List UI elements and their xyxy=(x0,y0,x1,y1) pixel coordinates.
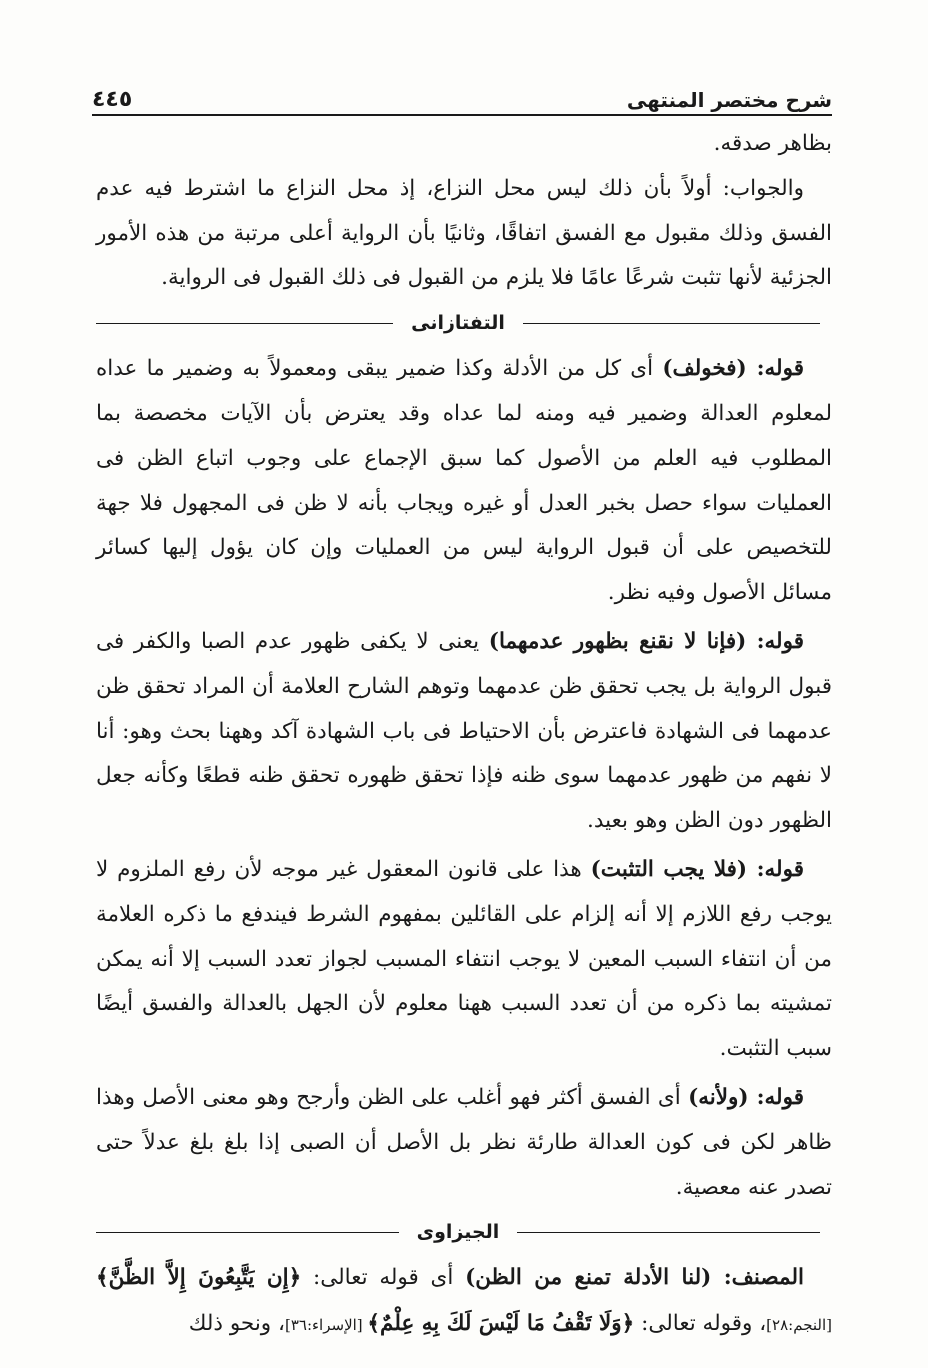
intro-answer: والجواب: أولاً بأن ذلك ليس محل النزاع، إذ محل النزاع ما اشترط فيه عدم الفسق وذلك مقبول مع الفسق اتفاقًا، وثانيًا بأن الرواية أعلى مرتبة من هذه الأمور الجزئية لأنها تثبت شرعًا عامًا فلا يلزم من القبول فى ذلك القبول فى الرواية. xyxy=(96,175,832,291)
page-number: ٤٤٥ xyxy=(92,87,133,112)
heading-rule-right xyxy=(523,323,820,324)
heading-rule-right xyxy=(517,1232,820,1233)
verse-reference: [الإسراء:٣٦] xyxy=(284,1316,368,1335)
commentary-paragraph xyxy=(96,1076,832,1210)
heading-rule-left xyxy=(96,1232,399,1233)
paragraph-text: ، ونحو ذلك xyxy=(188,1311,285,1337)
paragraph-text: أى قوله تعالى: xyxy=(301,1265,466,1291)
paragraph-text: أى كل من الأدلة وكذا ضمير يبقى ومعمولاً به وضمير ما عداه لمعلوم العدالة وضمير فيه ومنه لما عداه وقد يعترض بأن الآيات مخصصة بما المطلوب فيه العلم من الأصول كما سبق الإجماع على وجوب اتباع الظن فى العمليات سواء حصل بخبر العدل أو غيره ويجاب بأنه لا ظن فى المجهول فلا جهة للتخصيص على أن قبول الرواية ليس من العمليات وإن كان يؤول إليها كسائر مسائل الأصول وفيه نظر. xyxy=(96,356,832,606)
jizawi-paragraph xyxy=(96,1256,832,1348)
paragraph-text: أى الفسق أكثر فهو أغلب على الظن وأرجح وهو معنى الأصل وهذا ظاهر لكن فى كون العدالة طارئة نظر بل الأصل أن الصبى إذا بلغ بلغ عدلاً حتى تصدر عنه معصية. xyxy=(96,1084,832,1200)
quran-verse: ﴿إِن يَتَّبِعُونَ إِلاَّ الظَّنَّ﴾ xyxy=(96,1265,302,1291)
paragraph-lead: قوله: (ولأنه) xyxy=(688,1084,804,1110)
paragraph-lead: قوله: (فلا يجب التثبت) xyxy=(590,856,804,882)
paragraph-text: يعنى لا يكفى ظهور عدم الصبا والكفر فى قبول الرواية بل يجب تحقق ظن عدمهما وتوهم الشارح العلامة أن المراد تحقق ظن عدمهما فى الشهادة فاعترض بأن الاحتياط فى باب الشهادة آكد وههنا بحث وهو: أنا لا نفهم من ظهور عدمهما سوى ظنه فإذا تحقق ظهوره تحقق ظنه قطعًا وكأنه جعل الظهور دون الظن وهو بعيد. xyxy=(96,628,832,834)
paragraph-lead: قوله: (فخولف) xyxy=(662,356,804,382)
paragraph-text: هذا على قانون المعقول غير موجه لأن رفع الملزوم لا يوجب رفع اللازم إلا أنه إلزام على القائلين بمفهوم الشرط فيندفع ما ذكره العلامة من أن انتفاء السبب المعين لا يوجب انتفاء المسبب لجواز تعدد السبب إلا أنه يمكن تمشيته بما ذكره من أن تعدد السبب ههنا معلوم لأن الجهل بالعدالة والفسق أيضًا سبب التثبت. xyxy=(96,856,832,1062)
section-title-taftazani: التفتازانى xyxy=(411,311,505,334)
header-rule xyxy=(92,114,832,116)
page-body xyxy=(96,122,832,1348)
intro-line: بظاهر صدقه. xyxy=(713,131,832,156)
commentary-paragraph xyxy=(96,848,832,1072)
paragraph-lead: قوله: (فإنا لا نقنع بظهور عدمهما) xyxy=(488,628,804,654)
page-header xyxy=(92,72,832,112)
quran-verse: ﴿وَلَا تَقْفُ مَا لَيْسَ لَكَ بِهِ عِلْمٌ﴾ xyxy=(367,1311,635,1337)
paragraph-lead: المصنف: (لنا الأدلة تمنع من الظن) xyxy=(465,1265,805,1291)
section-heading-jizawi xyxy=(96,1214,820,1250)
commentary-paragraph xyxy=(96,347,832,616)
section-heading-taftazani xyxy=(96,305,820,341)
verse-reference: [النجم:٢٨] xyxy=(766,1316,832,1335)
section-title-jizawi: الجيزاوى xyxy=(416,1220,500,1243)
running-title: شرح مختصر المنتهى xyxy=(626,88,832,112)
heading-rule-left xyxy=(96,323,393,324)
paragraph-text: ، وقوله تعالى: xyxy=(634,1311,767,1337)
commentary-paragraph xyxy=(96,620,832,844)
